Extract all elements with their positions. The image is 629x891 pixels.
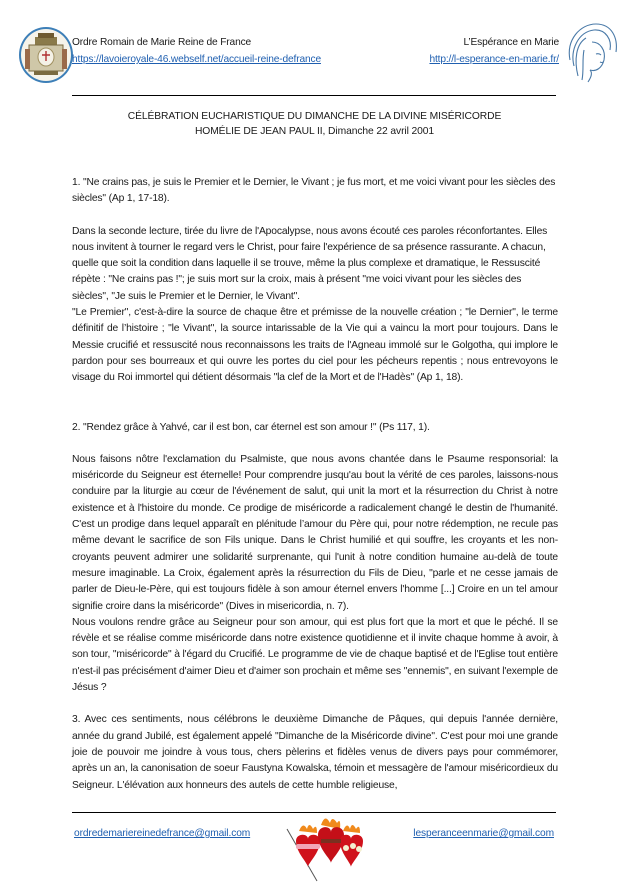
header-right-url-link[interactable]: http://l-esperance-en-marie.fr/ [429, 54, 559, 65]
section-2-paragraph-1: Nous faisons nôtre l'exclamation du Psalmiste, que nous avons chantée dans le Psaume responsorial: la miséricorde du Seigneur est éternelle! Pour comprendre jusqu'au bout la vérité de ces paroles, laissons-nous conduire par la liturgie au cœur de l'événement de salut, qui unit la mort et la résurrection du Christ à notre existence et à l'histoire du monde. Ce prodige de miséricorde a radicalement changé le destin de l'humanité. C'est un prodige dans lequel apparaît en plénitude l’amour du Père qui, pour notre rédemption, ne recule pas même devant le sacrifice de son Fils unique. Dans le Christ humilié et qui souffre, les croyants et les non-croyants peuvent admirer une solidarité surprenante, qui l'unit à notre condition humaine au-delà de toute mesure imaginable. La Croix, également après la résurrection du Fils de Dieu, "parle et ne cesse jamais de parler de Dieu-le-Père, qui est toujours fidèle à son amour éternel envers l'homme [...] Croire en un tel amour signifie croire dans la miséricorde" (Dives in misericordia, n. 7). [72, 453, 558, 612]
header-right-org-name: L’Espérance en Marie [463, 37, 559, 48]
title-line-2: HOMÉLIE DE JEAN PAUL II, Dimanche 22 avril 2001 [194, 126, 435, 137]
title-line-1: CÉLÉBRATION EUCHARISTIQUE DU DIMANCHE DE LA DIVINE MISÉRICORDE [127, 111, 502, 122]
header-left-block [72, 34, 321, 68]
document-title [0, 109, 629, 139]
section-3-paragraph-1: 3. Avec ces sentiments, nous célébrons le deuxième Dimanche de Pâques, qui depuis l'année dernière, année du grand Jubilé, est également appelé "Dimanche de la Miséricorde divine". C'est pour moi une grande joie de pouvoir me joindre à vous tous, chers pèlerins et fidèles venus de divers pays pour commémorer, après un an, la canonisation de soeur Faustyna Kowalska, témoin et messagère de l'amour miséricordieux du Seigneur. L'élévation aux honneurs des autels de cette humble religieuse, [72, 714, 558, 791]
section-2-paragraph-2: Nous voulons rendre grâce au Seigneur pour son amour, qui est plus fort que la mort et que le péché. Il se révèle et se réalise comme miséricorde dans notre existence quotidienne et il invite chaque homme à avoir, à son tour, "miséricorde" à l'égard du Crucifié. Le programme de vie de chaque baptisé et de l'Eglise tout entière n'est-il pas précisément d'aimer Dieu et d'aimer son prochain et même ses "ennemis", en suivant l'exemple de Jésus ? [72, 616, 558, 694]
document-body [72, 175, 558, 794]
header-left-org-name: Ordre Romain de Marie Reine de France [72, 37, 252, 48]
section-1-heading: 1. "Ne crains pas, je suis le Premier et le Dernier, le Vivant ; je fus mort, et me voici vivant pour les siècles des siècles" (Ap 1, 17-18). [72, 177, 556, 205]
virgin-mary-sketch-icon [562, 20, 620, 86]
section-1-paragraph-2: "Le Premier", c'est-à-dire la source de chaque être et prémisse de la nouvelle création ; "le Dernier", le terme définitif de l’histoire ; "le Vivant", la source intarissable de la Vie qui a vaincu la mort pour toujours. Dans le Messie crucifié et ressuscité nous reconnaissons les traits de l'Agneau immolé sur le Golgotha, qui implore le pardon pour ses bourreaux et qui ouvre les portes du ciel pour les pécheurs repentis ; nous entrevoyons le visage du Roi immortel qui détient désormais "la clef de la Mort et de l'Hadès" (Ap 1, 18). [72, 307, 558, 384]
footer-right-email-link[interactable]: lesperanceenmarie@gmail.com [413, 828, 554, 839]
three-sacred-hearts-icon [283, 817, 373, 883]
section-1-paragraph-1: Dans la seconde lecture, tirée du livre de l'Apocalypse, nous avons écouté ces paroles réconfortantes. Elles nous invitent à tourner le regard vers le Christ, pour faire l'expérience de sa présence rassurante. A chacun, quelle que soit la condition dans laquelle il se trouve, même la plus complexe et dramatique, le Ressuscité répète : "Ne crains pas !"; je suis mort sur la croix, mais à présent "me voici vivant pour les siècles des siècles", "Je suis le Premier et le Dernier, le Vivant". [72, 225, 548, 302]
header-left-url-link[interactable]: https://lavoieroyale-46.webself.net/accueil-reine-defrance [72, 54, 321, 65]
section-2-heading: 2. "Rendez grâce à Yahvé, car il est bon, car éternel est son amour !" (Ps 117, 1). [72, 421, 430, 433]
header-right-block [429, 34, 559, 68]
header-divider [72, 95, 556, 96]
footer-left-email-link[interactable]: ordredemariereinedefrance@gmail.com [74, 828, 251, 839]
royal-crest-logo-icon [19, 27, 73, 83]
footer-divider [72, 812, 556, 813]
